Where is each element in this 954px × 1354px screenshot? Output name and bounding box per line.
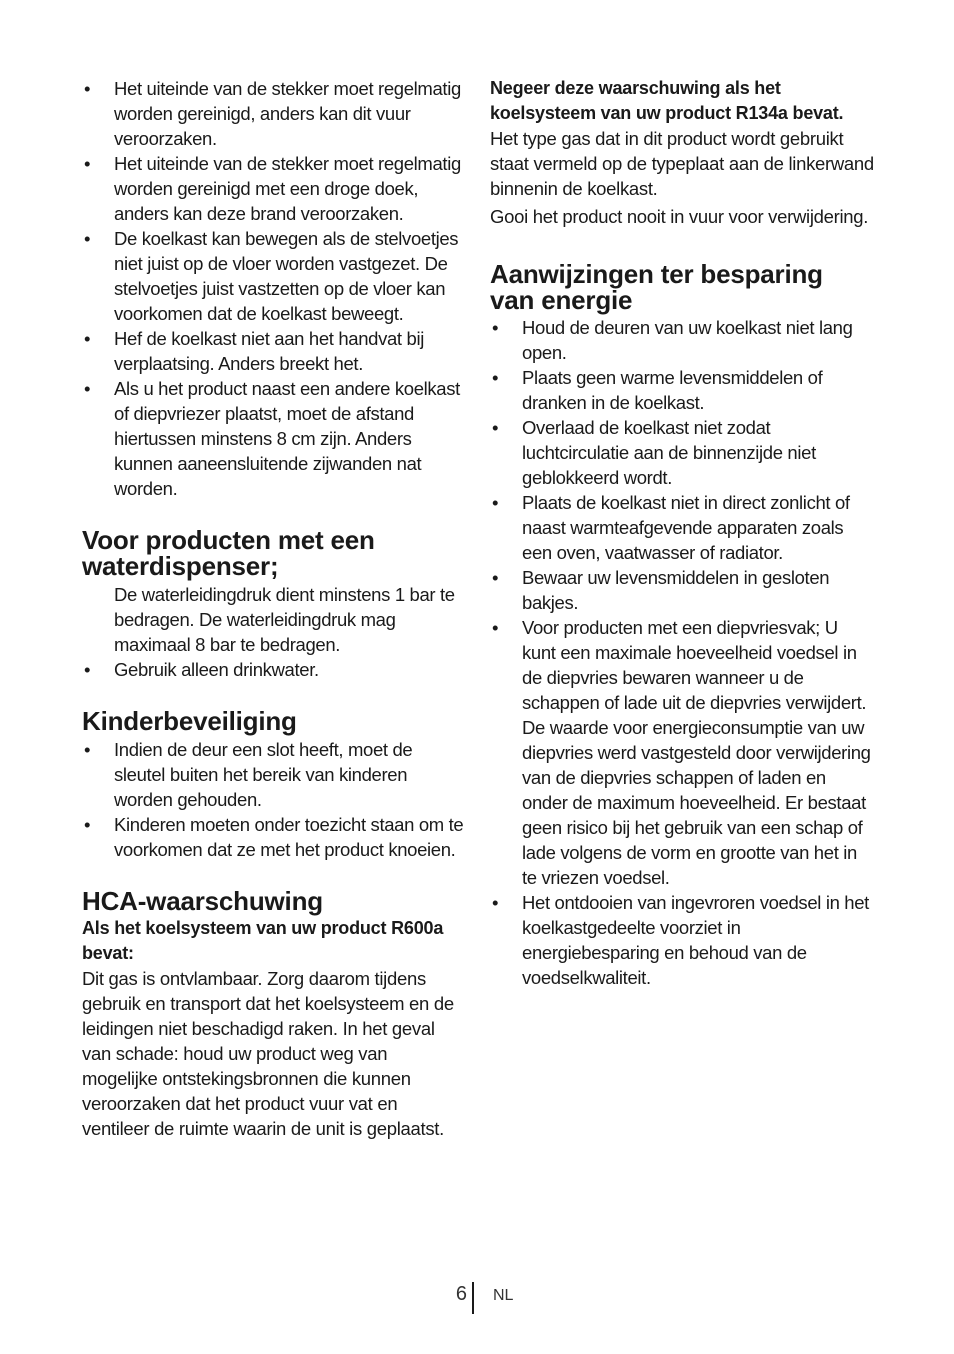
hca-r600a-subheading: Als het koelsysteem van uw product R600a bevat: <box>82 918 444 963</box>
page-footer <box>0 1280 954 1316</box>
water-pressure-text: De waterleidingdruk dient minstens 1 bar te bedragen. De waterleidingdruk mag maximaal 8 bar te bedragen. <box>114 584 455 655</box>
water-dispenser-heading: Voor producten met een waterdispenser; <box>82 525 375 581</box>
list-item: • Overlaad de koelkast niet zodat luchtcirculatie aan de binnenzijde niet geblokkeerd wordt. <box>490 415 874 490</box>
disposal-text: Gooi het product nooit in vuur voor verwijdering. <box>490 206 869 227</box>
list-item: • Als u het product naast een andere koelkast of diepvriezer plaatst, moet de afstand hiertussen minstens 8 cm zijn. Anders kunnen aaneensluitende zijwanden nat worden. <box>82 376 466 501</box>
list-item: • Plaats de koelkast niet in direct zonlicht of naast warmteafgevende apparaten zoals een oven, vaatwasser of radiator. <box>490 490 874 565</box>
child-safety-bullet-list <box>82 737 466 862</box>
list-item: • Voor producten met een diepvriesvak; U kunt een maximale hoeveelheid voedsel in de diepvries bewaren wanneer u de schappen of lade uit de diepvries verwijdert. De waarde voor energieconsumptie van uw diepvries werd vastgesteld door verwijdering van de diepvries schappen of laden en onder de maximum hoeveelheid. Er bestaat geen risico bij het gebruik van een schap of lade volgens de vorm en grootte van het in te vriezen voedsel. <box>490 615 874 890</box>
list-item: • Indien de deur een slot heeft, moet de sleutel buiten het bereik van kinderen worden gehouden. <box>82 737 466 812</box>
page-number: 6 <box>455 1283 467 1305</box>
child-safety-heading: Kinderbeveiliging <box>82 706 297 736</box>
list-item: • Plaats geen warme levensmiddelen of dranken in de koelkast. <box>490 365 874 415</box>
hca-warning-heading: HCA-waarschuwing <box>82 886 323 916</box>
language-code: NL <box>493 1287 514 1304</box>
water-bullet-list <box>82 657 466 682</box>
left-column <box>82 76 466 1141</box>
list-item: • Houd de deuren van uw koelkast niet lang open. <box>490 315 874 365</box>
energy-bullet-list <box>490 315 874 990</box>
r134a-note: Negeer deze waarschuwing als het koelsysteem van uw product R134a bevat. <box>490 78 844 123</box>
right-column <box>490 76 874 990</box>
safety-bullet-list <box>82 76 466 501</box>
energy-saving-heading: Aanwijzingen ter besparing van energie <box>490 259 823 315</box>
gas-type-text: Het type gas dat in dit product wordt gebruikt staat vermeld op de typeplaat aan de linkerwand binnenin de koelkast. <box>490 128 874 199</box>
footer-divider <box>472 1282 474 1314</box>
list-item: • Gebruik alleen drinkwater. <box>82 657 466 682</box>
list-item: • Het uiteinde van de stekker moet regelmatig worden gereinigd met een droge doek, anders kan deze brand veroorzaken. <box>82 151 466 226</box>
hca-warning-text: Dit gas is ontvlambaar. Zorg daarom tijdens gebruik en transport dat het koelsysteem en de leidingen niet beschadigd raken. In het geval van schade: houd uw product weg van mogelijke ontstekingsbronnen die kunnen veroorzaken dat het product vuur vat en ventileer de ruimte waarin de unit is geplaatst. <box>82 968 454 1139</box>
list-item: • Het ontdooien van ingevroren voedsel in het koelkastgedeelte voorziet in energiebesparing en behoud van de voedselkwaliteit. <box>490 890 874 990</box>
list-item: • Kinderen moeten onder toezicht staan om te voorkomen dat ze met het product knoeien. <box>82 812 466 862</box>
list-item: • Hef de koelkast niet aan het handvat bij verplaatsing. Anders breekt het. <box>82 326 466 376</box>
list-item: • Het uiteinde van de stekker moet regelmatig worden gereinigd, anders kan dit vuur veroorzaken. <box>82 76 466 151</box>
list-item: • Bewaar uw levensmiddelen in gesloten bakjes. <box>490 565 874 615</box>
list-item: • De koelkast kan bewegen als de stelvoetjes niet juist op de vloer worden vastgezet. De stelvoetjes juist vastzetten op de vloer kan voorkomen dat de koelkast beweegt. <box>82 226 466 326</box>
